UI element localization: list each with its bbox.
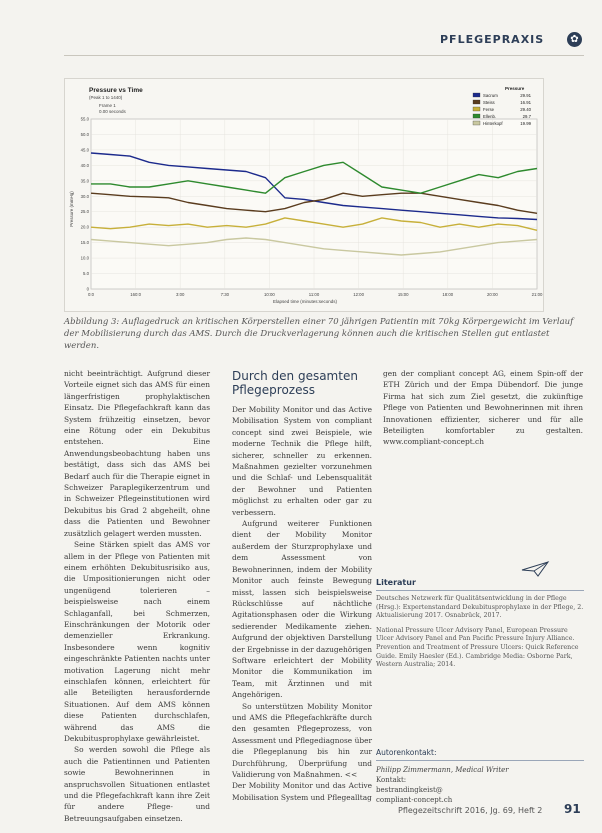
paper-plane-icon — [520, 560, 550, 578]
author-contact-title: Autorenkontakt: — [376, 748, 584, 761]
y-tick-label: 35.0 — [80, 178, 89, 184]
legend-entry-value: 16.91 — [520, 100, 531, 105]
col1-paragraph-3: So werden sowohl die Pflege als auch die Patientinnen und Patienten sowie Bewohnerinnen in anspruchsvollen Situationen entlastet und die Pflegefachkraft kann ihre Zeit für andere Pflege- und Betreuungsaufgaben einsetzen. — [64, 745, 210, 823]
y-tick-label: 0 — [86, 286, 89, 292]
x-tick-label: 160:0 — [130, 292, 141, 297]
x-tick-label: 10:00 — [264, 292, 275, 297]
x-tick-label: 7:30 — [220, 292, 229, 297]
legend-entry-value: 29.40 — [520, 107, 531, 112]
legend-entry-name: Ellenb. — [483, 114, 497, 119]
chart-annotation-2: 0.00 seconds — [99, 109, 126, 114]
chart-title: Pressure vs Time — [89, 87, 143, 94]
chart-svg — [65, 79, 543, 311]
literature-title: Literatur — [376, 578, 584, 591]
legend-entry-value: 19.99 — [520, 121, 531, 126]
legend-swatch — [473, 114, 480, 118]
page-number: 91 — [564, 802, 581, 816]
figure-caption: Abbildung 3: Auflagedruck an kritischen Körperstellen einer 70 jährigen Patientin mit 70kg Körpergewicht im Verlauf der Mobilisierung durch das AMS. Durch die Druckverlagerung können auch die kritischen Stellen gut entlastet werden. — [64, 317, 574, 351]
footer-citation: Pflegezeitschrift 2016, Jg. 69, Heft 2 — [398, 806, 543, 815]
legend-header: Pressure — [505, 86, 525, 91]
author-contact-box — [376, 748, 584, 805]
y-tick-label: 50.0 — [80, 131, 89, 137]
legend-entry-name: Steiss — [483, 100, 495, 105]
chart-y-label: Pressure (mmHg) — [69, 191, 74, 227]
legend-entry-name: Hinterkopf — [483, 121, 503, 126]
y-tick-label: 40.0 — [80, 162, 89, 168]
legend-swatch — [473, 107, 480, 111]
y-tick-label: 10.0 — [80, 255, 89, 261]
author-email-2[interactable]: compliant-concept.ch — [376, 796, 453, 804]
chart-x-label: Elapsed time (minutes:seconds) — [272, 299, 338, 304]
legend-entry-name: Ferse — [483, 107, 494, 112]
y-tick-label: 5.0 — [83, 271, 89, 277]
x-tick-label: 20:00 — [487, 292, 498, 297]
column-2 — [232, 404, 372, 803]
pressure-chart — [64, 78, 544, 312]
y-tick-label: 55.0 — [80, 116, 89, 122]
x-tick-label: 18:00 — [442, 292, 454, 297]
col2-paragraph-1: Der Mobility Monitor und das Active Mobilisation System von compliant concept sind zwei Beispiele, wie moderne Technik die Pflege hilft, sicherer, schneller zu erkennen. Maßnahmen gezielter vorzunehmen und die Schlaf- und Lebensqualität der Bewohner und Patienten möglichst zu erhalten oder gar zu verbessern. — [232, 405, 372, 517]
header-divider — [64, 55, 584, 56]
x-tick-label: 3:00 — [176, 292, 185, 297]
y-tick-label: 20.0 — [80, 224, 89, 230]
x-tick-label: 11:00 — [308, 292, 320, 297]
legend-entry-value: 29.91 — [520, 93, 531, 98]
plot-area — [81, 117, 543, 298]
col1-paragraph-2: Seine Stärken spielt das AMS vor allem in der Pflege von Patienten mit einem erhöhten Dekubitusrisiko aus, die Umpositionierungen nicht oder ungenügend tolerieren – beispielsweise nach einem Schlaganfall, bei Schmerzen, Einschränkungen der Motorik oder demenzieller Erkrankung. Insbesondere wenn kognitiv eingeschränkte Patienten nachts unter motivation Lagerung nicht mehr einschlafen können, erleichtert für alle Beteiligten herausfordernde Situationen. Auf dem AMS können diese Patienten durchschlafen, während das AMS die Dekubitusprophylaxe gewährleistet. — [64, 540, 210, 743]
col2-paragraph-4: Der Mobility Monitor und das Active Mobilisation System und Pflegealltag — [232, 781, 372, 802]
author-name: Philipp Zimmermann, Medical Writer — [376, 766, 509, 774]
column-1 — [64, 368, 210, 824]
y-tick-label: 25.0 — [80, 209, 89, 215]
y-tick-label: 30.0 — [80, 193, 89, 199]
col3-paragraph-1: gen der compliant concept AG, einem Spin-off der ETH Zürich und der Empa Dübendorf. Die junge Firma hat sich zum Ziel gesetzt, die zukünftige Pflege von Patienten und Bewohnerinnen mit ihren Innovationen effizienter, sicherer und für alle Beteiligten komfortabler zu gestalten. www.compliant-concept.ch — [383, 369, 583, 447]
author-email-1[interactable]: bestrandingkeist@ — [376, 786, 443, 794]
y-tick-label: 15.0 — [80, 240, 89, 246]
column-3 — [383, 368, 583, 448]
logo-icon: ✿ — [567, 32, 582, 47]
literature-box — [376, 578, 584, 743]
journal-section-title: PFLEGEPRAXIS — [440, 33, 545, 46]
literature-entry: National Pressure Ulcer Advisory Panel, European Pressure Ulcer Advisory Panel and Pan Pacific Pressure Injury Alliance. Prevention and Treatment of Pressure Ulcers: Quick Reference Guide. Emily Haesler (Ed.). Cambridge Media: Osborne Park, Western Australia; 2014. — [376, 626, 579, 669]
x-tick-label: 12:00 — [353, 292, 364, 297]
col1-paragraph-1: nicht beeinträchtigt. Aufgrund dieser Vorteile eignet sich das AMS für einen längerfristigen prophylaktischen Einsatz. Die Pflegefachkraft kann das System frühzeitig einsetzen, bevor eine Rötung oder ein Dekubitus entstehen. Eine Anwendungsbeobachtung haben uns bestätigt, dass sich das AMS bei Bedarf auch für die Therapie eignet in Schweizer Paraplegikerzentrum und in Schweizer Pflegeinstitutionen wird Dekubitus bis Grad 2 abgeheilt, ohne dass die Patienten und Bewohner zusätzlich gelagert werden mussten. — [64, 369, 210, 538]
y-tick-label: 45.0 — [80, 147, 89, 153]
col2-paragraph-2: Aufgrund weiterer Funktionen dient der Mobility Monitor außerdem der Sturzprophylaxe und dem Assessment von Bewohnerinnen, indem der Mobility Monitor auch feinste Bewegung misst, lassen sich beispielsweise Rückschlüsse auf nächtliche Agitationsphasen oder die Wirkung sedierender Medikamente ziehen. Aufgrund der objektiven Darstellung der Ergebnisse in der dazugehörigen Software erleichtert der Mobility Monitor die Kommunikation im Team, mit Ärztinnen und mit Angehörigen. — [232, 519, 372, 700]
chart-annotation-1: Frame 1 — [99, 103, 116, 108]
legend-swatch — [473, 93, 480, 97]
legend-swatch — [473, 121, 480, 125]
legend-entry-name: Sacrum — [483, 93, 498, 98]
literature-entry: Deutsches Netzwerk für Qualitätsentwicklung in der Pflege (Hrsg.): Expertenstandard Dekubitusprophylaxe in der Pflege, 2. Aktualisierung 2017. Osnabrück, 2017. — [376, 595, 584, 620]
col2-paragraph-3: So unterstützen Mobility Monitor und AMS die Pflegefachkräfte durch den gesamten Pflegeprozess, von Assessment und Pflegediagnose über die Pflegeplanung bis hin zur Durchführung, Überprüfung und Validierung von Maßnahmen. << — [232, 701, 372, 779]
legend-entry-value: 29.7 — [522, 114, 531, 119]
chart-subtitle: (Peak 1 to 1440) — [89, 95, 123, 100]
legend-swatch — [473, 100, 480, 104]
x-tick-label: 15:00 — [397, 292, 409, 297]
section-heading: Durch den gesamten Pflegeprozess — [232, 369, 358, 397]
x-tick-label: 0:0 — [88, 292, 94, 297]
x-tick-label: 21:00 — [531, 292, 543, 297]
author-contact-label: Kontakt: — [376, 776, 407, 784]
